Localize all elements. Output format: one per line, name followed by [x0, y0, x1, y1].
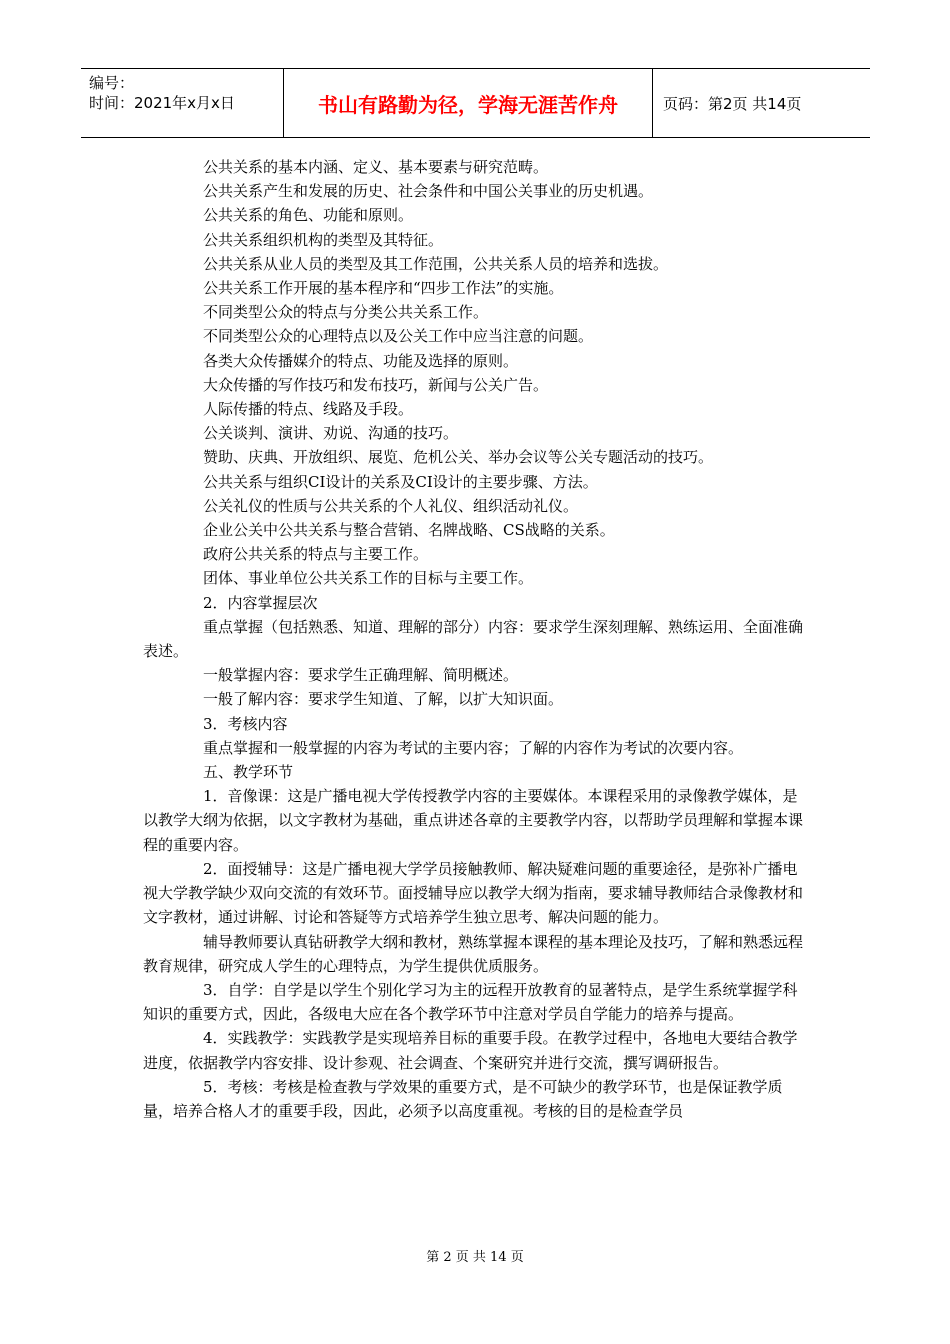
paragraph: 大众传播的写作技巧和发布技巧，新闻与公关广告。 [203, 375, 549, 394]
document-time: 时间：2021年x月x日 [89, 94, 235, 112]
page-header [81, 68, 870, 138]
paragraph: 政府公共关系的特点与主要工作。 [203, 545, 429, 564]
paragraph: 公共关系的基本内涵、定义、基本要素与研究范畴。 [203, 158, 549, 176]
paragraph: 公共关系产生和发展的历史、社会条件和中国公关事业的历史机遇。 [203, 182, 654, 201]
paragraph: 企业公关中公共关系与整合营销、名牌战略、CS战略的关系。 [203, 521, 615, 540]
paragraph: 不同类型公众的心理特点以及公关工作中应当注意的问题。 [203, 327, 594, 346]
header-page-number: 页码：第2页 共14页 [663, 94, 802, 113]
paragraph: 重点掌握和一般掌握的内容为考试的主要内容；了解的内容作为考试的次要内容。 [203, 738, 744, 757]
paragraph: 5．考核：考核是检查教与学效果的重要方式，是不可缺少的教学环节，也是保证教学质量，培养合格人才的重要手段，因此，必须予以高度重视。考核的目的是检查学员 [143, 1077, 783, 1120]
paragraph: 公共关系工作开展的基本程序和“四步工作法”的实施。 [203, 279, 564, 298]
paragraph: 公共关系从业人员的类型及其工作范围，公共关系人员的培养和选拔。 [203, 254, 669, 273]
page-footer: 第 2 页 共 14 页 [426, 1250, 524, 1265]
section-heading: 3．考核内容 [203, 714, 288, 733]
paragraph: 不同类型公众的特点与分类公共关系工作。 [203, 303, 489, 322]
paragraph: 团体、事业单位公共关系工作的目标与主要工作。 [203, 569, 534, 588]
paragraph: 3．自学：自学是以学生个别化学习为主的远程开放教育的显著特点，是学生系统掌握学科知识的重要方式，因此，各级电大应在各个教学环节中注意对学员自学能力的培养与提高。 [143, 980, 798, 1024]
header-motto-cell [283, 69, 653, 137]
header-meta [81, 69, 283, 137]
paragraph: 4．实践教学：实践教学是实现培养目标的重要手段。在教学过程中，各地电大要结合教学进度，依据教学内容安排、设计参观、社会调查、个案研究并进行交流，撰写调研报告。 [143, 1029, 798, 1072]
section-heading: 2．内容掌握层次 [203, 593, 318, 612]
paragraph: 公共关系组织机构的类型及其特征。 [203, 230, 444, 249]
paragraph: 公关礼仪的性质与公共关系的个人礼仪、组织活动礼仪。 [203, 496, 579, 515]
paragraph: 人际传播的特点、线路及手段。 [203, 400, 414, 419]
document-body [143, 155, 808, 1123]
paragraph: 辅导教师要认真钻研教学大纲和教材，熟练掌握本课程的基本理论及技巧，了解和熟悉远程教育规律，研究成人学生的心理特点，为学生提供优质服务。 [143, 932, 804, 975]
paragraph: 1．音像课：这是广播电视大学传授教学内容的主要媒体。本课程采用的录像教学媒体，是以教学大纲为依据，以文字教材为基础，重点讲述各章的主要教学内容，以帮助学员理解和掌握本课程的重要内容。 [143, 787, 804, 854]
section-heading: 五、教学环节 [203, 763, 294, 782]
paragraph: 2．面授辅导：这是广播电视大学学员接触教师、解决疑难问题的重要途径，是弥补广播电视大学教学缺少双向交流的有效环节。面授辅导应以教学大纲为指南，要求辅导教师结合录像教材和文字教材，通过讲解、讨论和答疑等方式培养学生独立思考、解决问题的能力。 [143, 859, 804, 927]
paragraph: 公共关系的角色、功能和原则。 [203, 206, 414, 225]
header-motto: 书山有路勤为径，学海无涯苦作舟 [318, 92, 618, 117]
paragraph: 赞助、庆典、开放组织、展览、危机公关、举办会议等公关专题活动的技巧。 [203, 448, 714, 467]
paragraph: 一般了解内容：要求学生知道、了解，以扩大知识面。 [203, 690, 564, 709]
paragraph: 公共关系与组织CI设计的关系及CI设计的主要步骤、方法。 [203, 472, 598, 491]
paragraph: 各类大众传播媒介的特点、功能及选择的原则。 [203, 351, 519, 370]
document-number: 编号： [89, 74, 135, 92]
paragraph: 公关谈判、演讲、劝说、沟通的技巧。 [203, 424, 459, 443]
paragraph: 重点掌握（包括熟悉、知道、理解的部分）内容：要求学生深刻理解、熟练运用、全面准确表述。 [143, 617, 804, 661]
paragraph: 一般掌握内容：要求学生正确理解、简明概述。 [203, 666, 519, 685]
